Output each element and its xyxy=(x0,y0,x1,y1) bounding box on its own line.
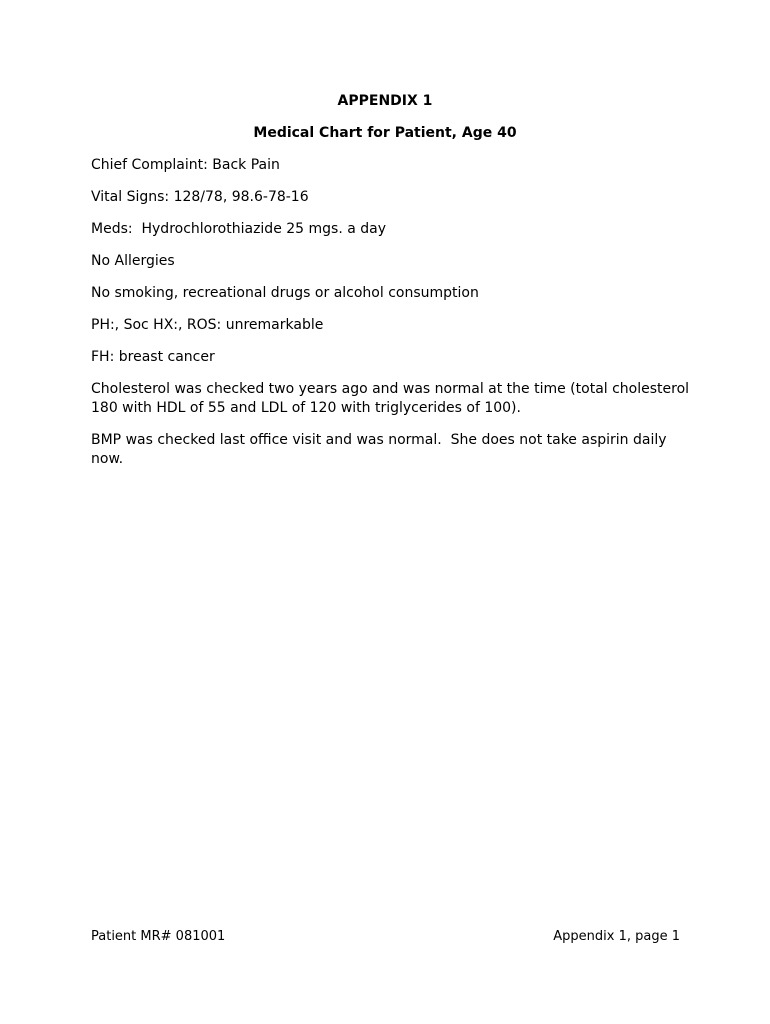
vital-signs: Vital Signs: 128/78, 98.6-78-16 xyxy=(91,189,309,205)
family-history: FH: breast cancer xyxy=(91,349,215,365)
chief-complaint: Chief Complaint: Back Pain xyxy=(91,157,280,173)
document-subtitle: Medical Chart for Patient, Age 40 xyxy=(253,125,517,141)
document-body xyxy=(91,156,694,482)
footer-patient-mr: Patient MR# 081001 xyxy=(91,929,226,944)
medications: Meds: Hydrochlorothiazide 25 mgs. a day xyxy=(91,221,387,237)
document-title: APPENDIX 1 xyxy=(337,93,433,109)
footer-page-number: Appendix 1, page 1 xyxy=(553,929,680,944)
allergies: No Allergies xyxy=(91,253,175,269)
social-habits: No smoking, recreational drugs or alcohol consumption xyxy=(91,285,479,301)
bmp-note: BMP was checked last office visit and was normal. She does not take aspirin daily now. xyxy=(91,432,671,467)
history-summary: PH:, Soc HX:, ROS: unremarkable xyxy=(91,317,324,333)
cholesterol-note: Cholesterol was checked two years ago and was normal at the time (total cholesterol 180 with HDL of 55 and LDL of 120 with triglycerides of 100). xyxy=(91,381,694,416)
